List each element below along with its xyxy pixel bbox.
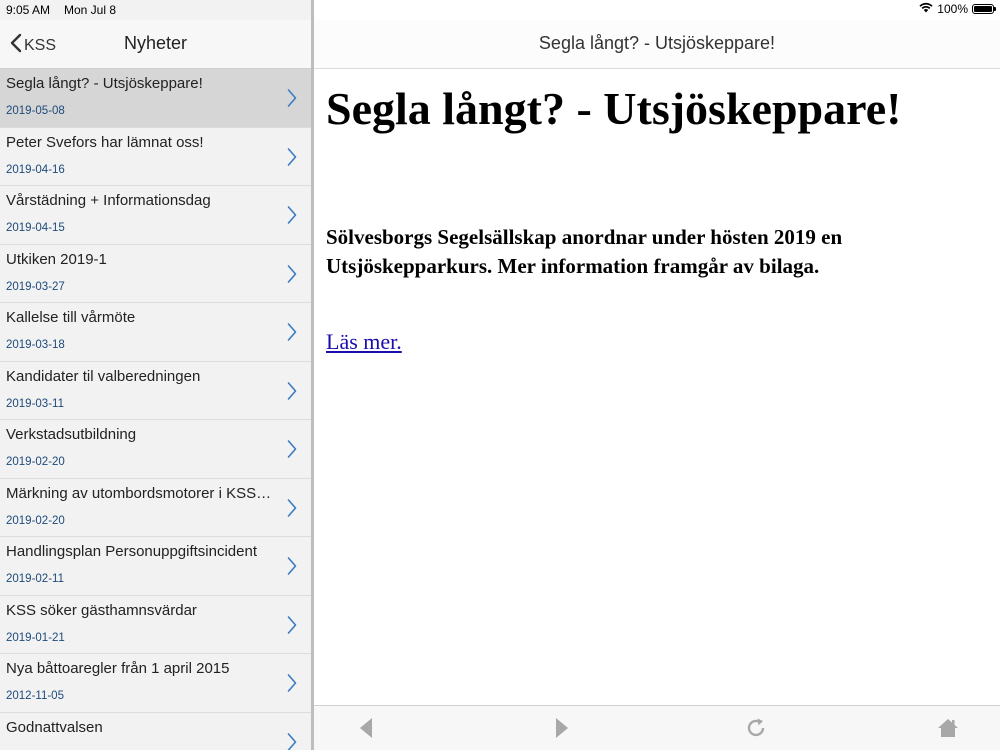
news-list-pane	[0, 0, 314, 750]
news-item-date: 2019-03-11	[6, 397, 64, 410]
status-date: Mon Jul 8	[64, 3, 117, 17]
news-list-item[interactable]	[0, 128, 311, 187]
bottom-toolbar	[314, 705, 1000, 750]
chevron-right-icon	[287, 439, 297, 464]
news-item-title: Segla långt? - Utsjöskeppare!	[6, 75, 203, 92]
article-content	[326, 72, 986, 355]
news-list-item[interactable]	[0, 303, 311, 362]
news-item-date: 2019-03-27	[6, 280, 65, 293]
news-item-date: 2019-04-16	[6, 163, 65, 176]
chevron-right-icon	[287, 673, 297, 698]
battery-percent: 100%	[937, 2, 968, 16]
chevron-right-icon	[287, 322, 297, 347]
news-item-title: Vårstädning + Informationsdag	[6, 192, 211, 209]
forward-arrow-icon[interactable]	[550, 716, 574, 740]
news-item-date: 2019-02-11	[6, 573, 64, 585]
chevron-right-icon	[287, 556, 297, 581]
battery-fill	[974, 6, 992, 12]
news-list-item[interactable]	[0, 186, 311, 245]
news-item-date: 2019-04-15	[6, 222, 65, 234]
news-list-item[interactable]	[0, 596, 311, 655]
news-item-title: Utkiken 2019-1	[6, 250, 107, 268]
news-item-date: 2019-05-08	[6, 105, 65, 117]
article-pane	[314, 0, 1000, 750]
chevron-right-icon	[287, 732, 297, 750]
news-list-item[interactable]	[0, 69, 311, 128]
news-item-title: Märkning av utombordsmotorer i KSS…	[6, 484, 272, 502]
news-list-item[interactable]	[0, 420, 311, 479]
back-button-label: KSS	[24, 36, 57, 54]
news-item-date: 2019-01-21	[6, 631, 65, 644]
chevron-right-icon	[287, 615, 297, 640]
news-item-title: Handlingsplan Personuppgiftsincident	[6, 543, 258, 560]
left-nav-title-text: Nyheter	[123, 33, 188, 53]
news-item-title: Kallelse till vårmöte	[6, 309, 136, 326]
news-list-item[interactable]	[0, 713, 311, 750]
chevron-right-icon	[287, 381, 297, 406]
news-item-title: Godnattvalsen	[6, 718, 103, 736]
right-nav-title: Segla långt? - Utsjöskeppare!	[538, 33, 776, 53]
chevron-right-icon	[287, 498, 297, 523]
news-list-item[interactable]	[0, 245, 311, 304]
news-item-date: 2019-02-20	[6, 514, 65, 527]
news-item-date: 2012-11-05	[6, 690, 64, 702]
article-body: Sölvesborgs Segelsällskap anordnar under hösten 2019 en Utsjöskepparkurs. Mer information framgår av bilaga.	[326, 224, 843, 278]
back-arrow-icon[interactable]	[354, 716, 378, 740]
chevron-right-icon	[287, 147, 297, 172]
news-item-title: Verkstadsutbildning	[6, 426, 137, 443]
news-item-title: Peter Svefors har lämnat oss!	[6, 133, 204, 151]
chevron-right-icon	[287, 264, 297, 289]
status-indicators	[919, 2, 994, 16]
news-item-title: Nya båttoaregler från 1 april 2015	[6, 660, 230, 677]
refresh-icon[interactable]	[744, 716, 768, 740]
chevron-right-icon	[287, 88, 297, 113]
read-more-link[interactable]: Läs mer.	[326, 329, 402, 355]
news-item-title: Kandidater til valberedningen	[6, 367, 201, 385]
news-item-title: KSS söker gästhamnsvärdar	[6, 601, 197, 619]
news-list	[0, 69, 311, 750]
news-list-item[interactable]	[0, 537, 311, 596]
news-list-item[interactable]	[0, 654, 311, 713]
left-navigation-bar	[0, 20, 311, 69]
left-nav-title	[0, 33, 311, 54]
battery-icon	[972, 4, 994, 14]
status-time: 9:05 AM	[6, 3, 51, 17]
news-list-item[interactable]	[0, 479, 311, 538]
news-item-date: 2019-02-20	[6, 456, 65, 468]
news-item-date: 2019-03-18	[6, 339, 65, 351]
article-heading: Segla långt? - Utsjöskeppare!	[326, 83, 902, 134]
status-bar	[0, 0, 1000, 20]
wifi-icon	[919, 2, 933, 16]
right-navigation-bar	[314, 20, 1000, 69]
news-list-item[interactable]	[0, 362, 311, 421]
chevron-right-icon	[287, 205, 297, 230]
home-icon[interactable]	[936, 716, 960, 740]
